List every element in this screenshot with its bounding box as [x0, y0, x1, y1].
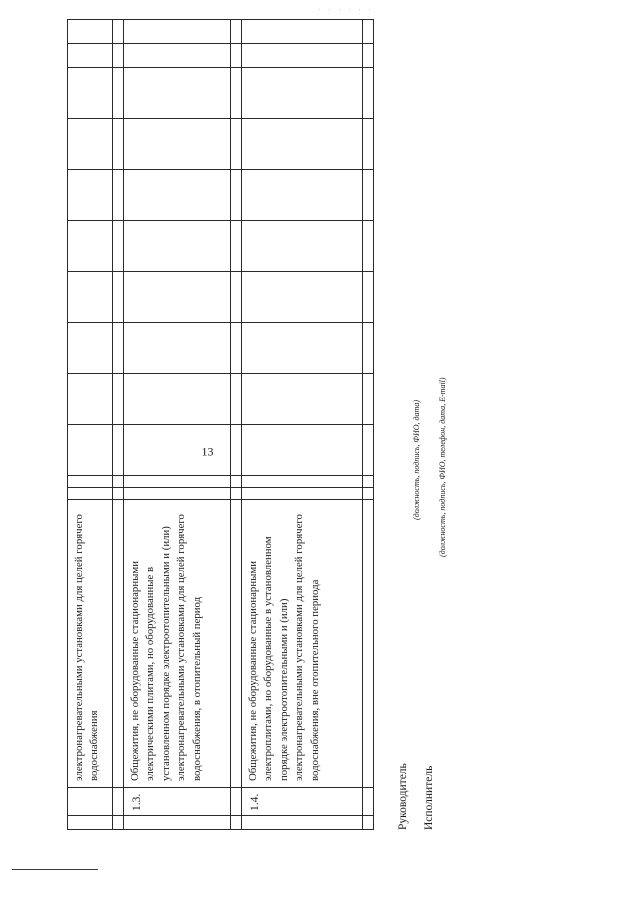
table-row — [242, 20, 363, 830]
row-number: 1.4. — [242, 788, 363, 816]
head-label: Руководитель — [397, 763, 409, 830]
page-number: 13 — [201, 444, 214, 459]
row-number: 1.3. — [124, 788, 231, 816]
margin-line — [12, 869, 98, 870]
head-hint: (должность, подпись, ФИО, дата) — [412, 399, 421, 520]
executor-hint: (должность, подпись, ФИО, телефон, дата, E-mail) — [438, 377, 447, 557]
table-row-spacer — [231, 20, 242, 830]
row-number — [68, 788, 113, 816]
table-row — [124, 20, 231, 830]
table-row-spacer — [363, 20, 374, 830]
executor-label: Исполнитель — [423, 765, 435, 830]
table-row — [68, 20, 113, 830]
scan-noise: · · · · · · — [318, 6, 374, 14]
row-description: Общежития, не оборудованные стационарными электрическими плитами, но оборудованные в установленном порядке электроотопительными и (или) электронагревательными установками для целей горячего водоснабжения, в отопительный период — [124, 500, 231, 788]
table-row-spacer — [113, 20, 124, 830]
row-description: Общежития, не оборудованные стационарными электроплитами, но оборудованные в установленном порядке электроотопительными и (или) электронагревательными установками для целей горячего водоснабжения, вне отопительного периода — [242, 500, 363, 788]
row-description: электронагревательными установками для целей горячего водоснабжения — [68, 500, 113, 788]
consumption-table — [67, 19, 374, 830]
